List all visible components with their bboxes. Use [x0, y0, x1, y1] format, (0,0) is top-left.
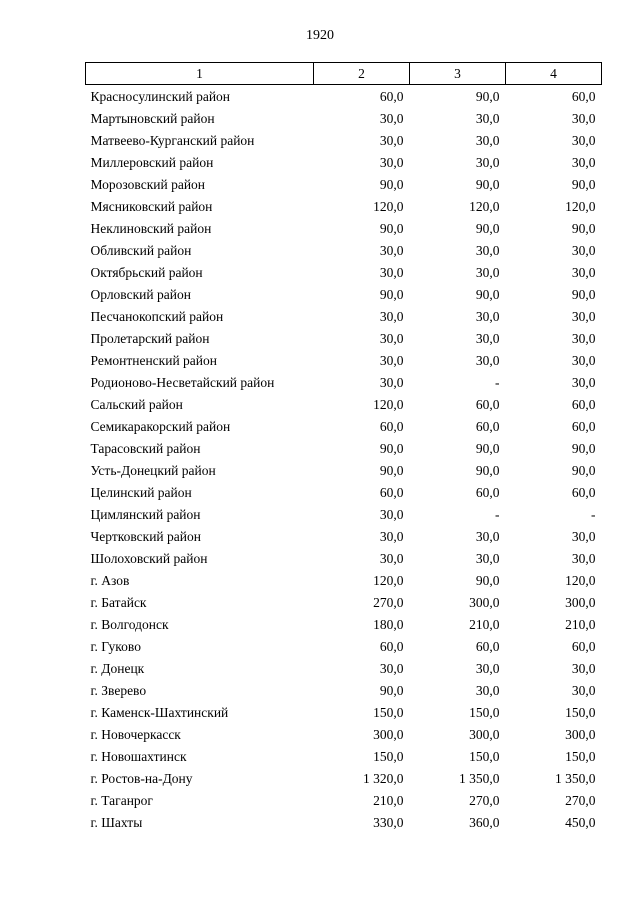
row-value-col2: 30,0 — [379, 375, 404, 390]
row-value-col4: 30,0 — [571, 375, 596, 390]
row-value-col2: 150,0 — [373, 749, 404, 764]
table-row — [86, 438, 602, 460]
table-row — [86, 152, 602, 174]
row-name-cell: г. Донецк — [90, 661, 145, 676]
row-value-col4: 90,0 — [571, 177, 596, 192]
row-value-col2: 1 320,0 — [363, 771, 404, 786]
table-row — [86, 372, 602, 394]
row-value-col4: 120,0 — [565, 573, 596, 588]
row-name-cell: Неклиновский район — [90, 221, 212, 236]
row-value-col2: 300,0 — [373, 727, 404, 742]
row-name-cell: Октябрьский район — [90, 265, 203, 280]
row-name-cell: Семикаракорский район — [90, 419, 231, 434]
row-value-col3: 120,0 — [469, 199, 500, 214]
row-value-col2: 60,0 — [379, 419, 404, 434]
row-value-col2: 30,0 — [379, 265, 404, 280]
row-value-col2: 30,0 — [379, 133, 404, 148]
row-value-col2: 90,0 — [379, 221, 404, 236]
row-name-cell: Чертковский район — [90, 529, 201, 544]
table-row — [86, 746, 602, 768]
row-value-col2: 30,0 — [379, 331, 404, 346]
row-value-col3: 210,0 — [469, 617, 500, 632]
row-value-col2: 60,0 — [379, 639, 404, 654]
row-value-col3: 30,0 — [475, 551, 500, 566]
table-row — [86, 85, 602, 109]
row-value-col4: 150,0 — [565, 749, 596, 764]
row-value-col3: 90,0 — [475, 463, 500, 478]
table-row — [86, 218, 602, 240]
row-value-col4: 210,0 — [565, 617, 596, 632]
table-row — [86, 328, 602, 350]
row-value-col3: 30,0 — [475, 243, 500, 258]
table-row — [86, 108, 602, 130]
row-name-cell: Орловский район — [90, 287, 191, 302]
row-value-col2: 120,0 — [373, 573, 404, 588]
row-value-col3: 30,0 — [475, 353, 500, 368]
data-table — [85, 62, 602, 834]
table-row — [86, 306, 602, 328]
row-value-col3: 360,0 — [469, 815, 500, 830]
row-value-col4: 30,0 — [571, 265, 596, 280]
row-value-col4: 30,0 — [571, 353, 596, 368]
row-name-cell: г. Новошахтинск — [90, 749, 187, 764]
table-row — [86, 174, 602, 196]
row-name-cell: Матвеево-Курганский район — [90, 133, 255, 148]
row-value-col2: 120,0 — [373, 397, 404, 412]
table-body — [86, 85, 602, 835]
row-value-col2: 30,0 — [379, 507, 404, 522]
row-value-col3: 270,0 — [469, 793, 500, 808]
row-value-col2: 90,0 — [379, 441, 404, 456]
row-name-cell: Красносулинский район — [90, 89, 231, 104]
row-name-cell: г. Каменск-Шахтинский — [90, 705, 229, 720]
row-name-cell: Цимлянский район — [90, 507, 201, 522]
row-value-col3: 60,0 — [475, 485, 500, 500]
row-value-col4: 60,0 — [571, 419, 596, 434]
table-row — [86, 724, 602, 746]
row-value-col2: 30,0 — [379, 551, 404, 566]
row-value-col3: 60,0 — [475, 397, 500, 412]
row-value-col2: 270,0 — [373, 595, 404, 610]
row-value-col3: - — [495, 375, 500, 390]
row-value-col3: 150,0 — [469, 705, 500, 720]
column-header-1: 1 — [86, 63, 314, 85]
row-value-col3: 60,0 — [475, 639, 500, 654]
table-row — [86, 526, 602, 548]
row-value-col2: 90,0 — [379, 683, 404, 698]
row-value-col4: 300,0 — [565, 595, 596, 610]
row-value-col4: 30,0 — [571, 529, 596, 544]
row-value-col4: 90,0 — [571, 221, 596, 236]
row-name-cell: г. Гуково — [90, 639, 141, 654]
row-name-cell: Усть-Донецкий район — [90, 463, 216, 478]
row-name-cell: Родионово-Несветайский район — [90, 375, 275, 390]
row-value-col4: 30,0 — [571, 683, 596, 698]
table-row — [86, 284, 602, 306]
row-value-col4: 60,0 — [571, 89, 596, 104]
row-value-col3: 30,0 — [475, 111, 500, 126]
row-value-col2: 330,0 — [373, 815, 404, 830]
row-value-col4: 30,0 — [571, 331, 596, 346]
row-name-cell: г. Батайск — [90, 595, 147, 610]
row-value-col3: - — [495, 507, 500, 522]
row-name-cell: Ремонтненский район — [90, 353, 217, 368]
row-name-cell: г. Азов — [90, 573, 130, 588]
table-row — [86, 548, 602, 570]
column-header-3: 3 — [410, 63, 506, 85]
row-value-col2: 120,0 — [373, 199, 404, 214]
column-header-4: 4 — [506, 63, 602, 85]
table-row — [86, 460, 602, 482]
row-name-cell: г. Волгодонск — [90, 617, 169, 632]
row-value-col4: 120,0 — [565, 199, 596, 214]
row-value-col3: 90,0 — [475, 177, 500, 192]
table-row — [86, 790, 602, 812]
row-value-col4: 30,0 — [571, 111, 596, 126]
row-value-col4: 1 350,0 — [555, 771, 596, 786]
row-value-col2: 210,0 — [373, 793, 404, 808]
row-value-col2: 30,0 — [379, 309, 404, 324]
table-row — [86, 196, 602, 218]
table-row — [86, 812, 602, 834]
row-name-cell: Миллеровский район — [90, 155, 214, 170]
table-row — [86, 592, 602, 614]
row-name-cell: Морозовский район — [90, 177, 206, 192]
row-value-col4: 30,0 — [571, 243, 596, 258]
row-value-col3: 30,0 — [475, 683, 500, 698]
row-value-col3: 30,0 — [475, 661, 500, 676]
row-value-col4: 60,0 — [571, 485, 596, 500]
column-header-2: 2 — [314, 63, 410, 85]
table-row — [86, 680, 602, 702]
row-value-col3: 60,0 — [475, 419, 500, 434]
table-row — [86, 394, 602, 416]
row-value-col4: 270,0 — [565, 793, 596, 808]
row-value-col4: 30,0 — [571, 309, 596, 324]
row-value-col2: 30,0 — [379, 155, 404, 170]
row-value-col4: 450,0 — [565, 815, 596, 830]
row-value-col3: 30,0 — [475, 529, 500, 544]
row-value-col3: 150,0 — [469, 749, 500, 764]
row-value-col4: 30,0 — [571, 133, 596, 148]
table-row — [86, 262, 602, 284]
page-number: 1920 — [306, 28, 334, 43]
row-name-cell: Шолоховский район — [90, 551, 208, 566]
header-row — [86, 63, 602, 85]
table-header — [86, 63, 602, 85]
row-value-col4: 30,0 — [571, 551, 596, 566]
table-row — [86, 482, 602, 504]
row-value-col4: 150,0 — [565, 705, 596, 720]
row-value-col4: 60,0 — [571, 639, 596, 654]
row-value-col3: 30,0 — [475, 133, 500, 148]
row-name-cell: г. Новочеркасск — [90, 727, 181, 742]
table-row — [86, 636, 602, 658]
row-value-col4: 90,0 — [571, 463, 596, 478]
row-name-cell: Песчанокопский район — [90, 309, 224, 324]
row-name-cell: г. Таганрог — [90, 793, 153, 808]
row-value-col4: 30,0 — [571, 155, 596, 170]
row-name-cell: г. Ростов-на-Дону — [90, 771, 193, 786]
row-value-col4: 30,0 — [571, 661, 596, 676]
row-value-col2: 30,0 — [379, 529, 404, 544]
row-value-col3: 30,0 — [475, 331, 500, 346]
row-value-col3: 90,0 — [475, 89, 500, 104]
row-value-col2: 30,0 — [379, 661, 404, 676]
row-name-cell: Тарасовский район — [90, 441, 201, 456]
row-value-col2: 60,0 — [379, 89, 404, 104]
row-value-col3: 300,0 — [469, 595, 500, 610]
row-value-col4: - — [591, 507, 596, 522]
row-value-col2: 60,0 — [379, 485, 404, 500]
row-name-cell: Пролетарский район — [90, 331, 210, 346]
row-value-col2: 150,0 — [373, 705, 404, 720]
table-row — [86, 614, 602, 636]
table-row — [86, 240, 602, 262]
row-value-col3: 30,0 — [475, 265, 500, 280]
row-name-cell: Целинский район — [90, 485, 192, 500]
row-value-col2: 30,0 — [379, 111, 404, 126]
row-name-cell: Сальский район — [90, 397, 183, 412]
row-value-col2: 90,0 — [379, 287, 404, 302]
row-value-col2: 90,0 — [379, 177, 404, 192]
table-row — [86, 350, 602, 372]
table-row — [86, 768, 602, 790]
table-row — [86, 658, 602, 680]
row-name-cell: Мартыновский район — [90, 111, 215, 126]
row-value-col3: 300,0 — [469, 727, 500, 742]
row-value-col2: 180,0 — [373, 617, 404, 632]
row-value-col3: 90,0 — [475, 287, 500, 302]
row-value-col3: 30,0 — [475, 309, 500, 324]
row-value-col3: 90,0 — [475, 573, 500, 588]
table-row — [86, 130, 602, 152]
row-value-col4: 300,0 — [565, 727, 596, 742]
row-name-cell: г. Шахты — [90, 815, 143, 830]
row-value-col2: 30,0 — [379, 243, 404, 258]
row-name-cell: Мясниковский район — [90, 199, 213, 214]
table-row — [86, 702, 602, 724]
row-name-cell: г. Зверево — [90, 683, 147, 698]
row-value-col4: 60,0 — [571, 397, 596, 412]
row-value-col2: 90,0 — [379, 463, 404, 478]
row-value-col2: 30,0 — [379, 353, 404, 368]
row-value-col3: 90,0 — [475, 221, 500, 236]
row-value-col3: 30,0 — [475, 155, 500, 170]
row-value-col4: 90,0 — [571, 287, 596, 302]
table-row — [86, 504, 602, 526]
table-row — [86, 570, 602, 592]
row-name-cell: Обливский район — [90, 243, 192, 258]
row-value-col4: 90,0 — [571, 441, 596, 456]
row-value-col3: 90,0 — [475, 441, 500, 456]
table-row — [86, 416, 602, 438]
row-value-col3: 1 350,0 — [459, 771, 500, 786]
